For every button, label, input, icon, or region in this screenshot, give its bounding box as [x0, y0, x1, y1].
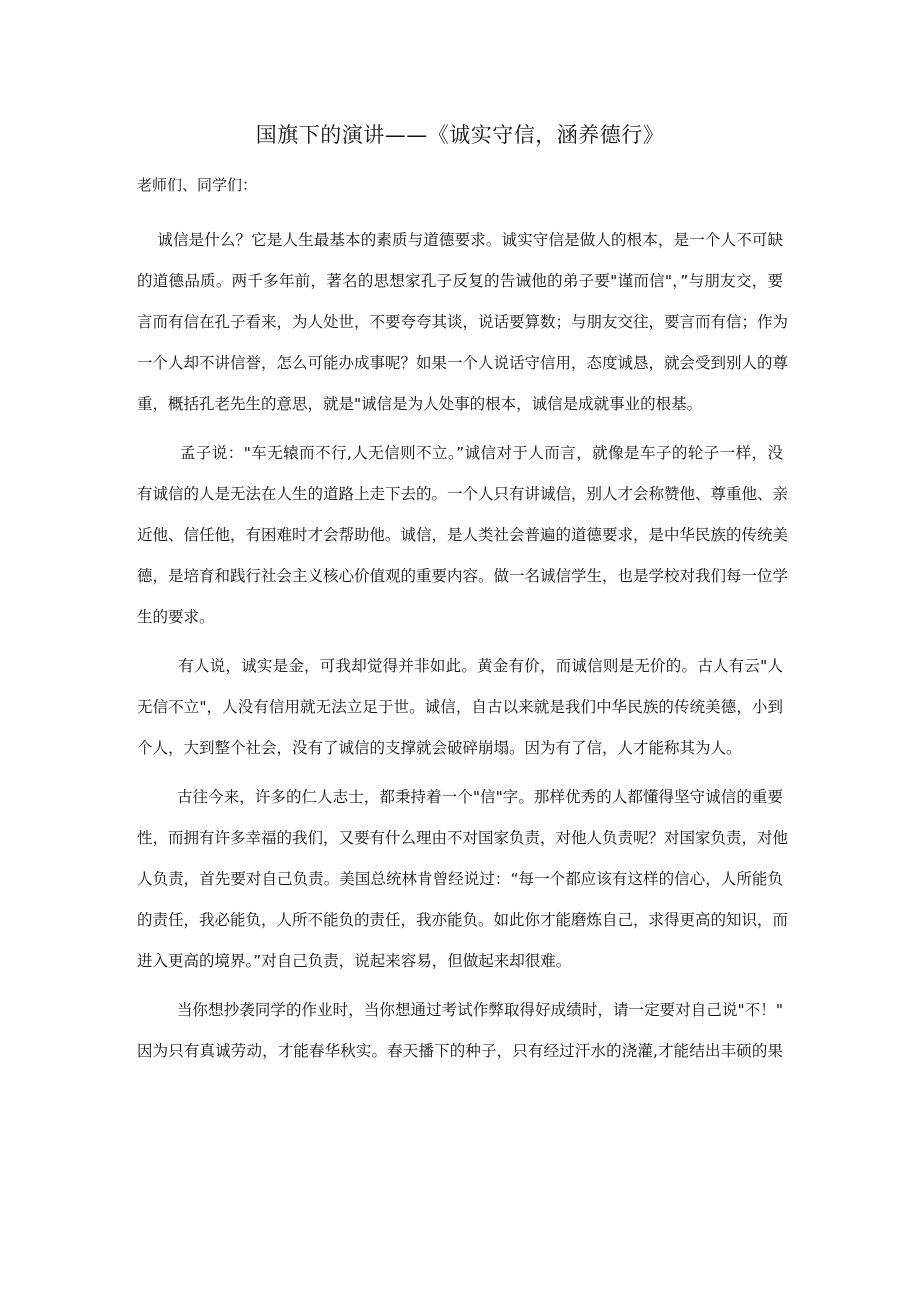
text-line: 当你想抄袭同学的作业时，当你想通过考试作弊取得好成绩时，请一定要对自己说"不！" — [137, 1001, 783, 1019]
text-line: 生的要求。 — [137, 608, 215, 626]
text-line: 孟子说："车无辕而不行,人无信则不立。”诚信对于人而言，就像是车子的轮子一样，没 — [137, 444, 783, 462]
text-line: 诚信是什么？它是人生最基本的素质与道德要求。诚实守信是做人的根本，是一个人不可缺 — [137, 231, 783, 249]
text-line: 因为只有真诚劳动，才能春华秋实。春天播下的种子，只有经过汗水的浇灌,才能结出丰硕的果 — [137, 1042, 783, 1060]
paragraph — [137, 777, 789, 982]
paragraph — [137, 220, 789, 425]
text-line: 近他、信任他，有困难时才会帮助他。诚信，是人类社会普遍的道德要求，是中华民族的传统美 — [137, 526, 789, 544]
text-line: 有人说，诚实是金，可我却觉得并非如此。黄金有价，而诚信则是无价的。古人有云"人 — [137, 657, 783, 675]
text-line: 无信不立"，人没有信用就无法立足于世。诚信，自古以来就是我们中华民族的传统美德，小到 — [137, 698, 783, 716]
text-line: 性，而拥有许多幸福的我们，又要有什么理由不对国家负责，对他人负责呢？对国家负责，对他 — [137, 829, 789, 847]
text-line: 古往今来，许多的仁人志士，都秉持着一个"信"字。那样优秀的人都懂得坚守诚信的重要 — [137, 788, 783, 806]
text-line: 一个人却不讲信誉，怎么可能办成事呢？如果一个人说话守信用，态度诚恳，就会受到别人的尊 — [137, 354, 789, 372]
text-line: 进入更高的境界。”对自己负责，说起来容易，但做起来却很难。 — [137, 952, 572, 970]
text-line: 有诚信的人是无法在人生的道路上走下去的。一个人只有讲诚信，别人才会称赞他、尊重他、亲 — [137, 485, 789, 503]
paragraph — [137, 646, 783, 769]
text-line: 个人，大到整个社会，没有了诚信的支撑就会破碎崩塌。因为有了信，人才能称其为人。 — [137, 739, 742, 757]
text-line: 言而有信在孔子看来，为人处世，不要夸夸其谈，说话要算数；与朋友交往，要言而有信；作为 — [137, 313, 789, 331]
text-line: 人负责，首先要对自己负责。美国总统林肯曾经说过：“每一个都应该有这样的信心，人所能负 — [137, 870, 783, 888]
paragraph — [137, 990, 783, 1072]
text-line: 重，概括孔老先生的意思，就是"诚信是为人处事的根本，诚信是成就事业的根基。 — [137, 395, 703, 413]
page-title: 国旗下的演讲——《诚实守信，涵养德行》 — [255, 123, 665, 147]
text-line: 的责任，我必能负，人所不能负的责任，我亦能负。如此你才能磨炼自己，求得更高的知识，而 — [137, 911, 789, 929]
text-line: 德，是培育和践行社会主义核心价值观的重要内容。做一名诚信学生，也是学校对我们每一位学 — [137, 567, 789, 585]
salutation: 老师们、同学们： — [137, 176, 258, 194]
document-body — [137, 220, 789, 1080]
paragraph — [137, 433, 789, 638]
text-line: 的道德品质。两千多年前，著名的思想家孔子反复的告诫他的弟子要"谨而信"，”与朋友交，要 — [137, 272, 783, 290]
